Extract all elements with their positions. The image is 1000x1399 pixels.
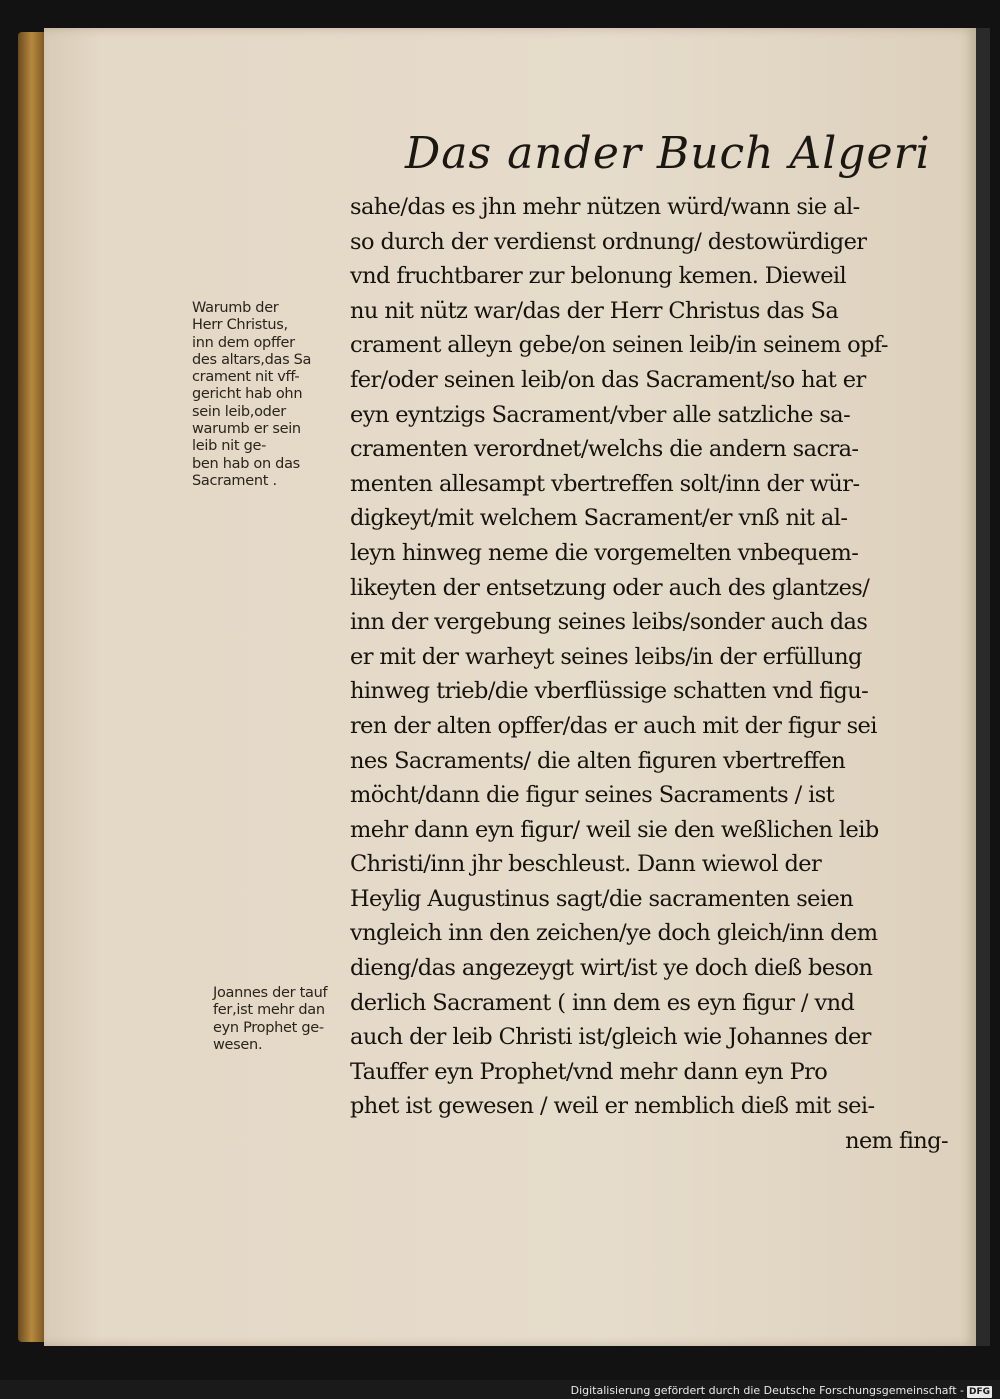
margin-note-line: Sacrament . bbox=[192, 472, 277, 489]
margin-note-line: crament nit vff- bbox=[192, 369, 300, 386]
text-line: sahe/das es jhn mehr nützen würd/wann sie al- bbox=[350, 194, 860, 220]
dfg-logo: DFG bbox=[968, 1387, 990, 1397]
margin-note-line: gericht hab ohn bbox=[192, 386, 303, 403]
margin-note-line: eyn Prophet ge- bbox=[213, 1019, 324, 1036]
text-line: fer/oder seinen leib/on das Sacrament/so hat er bbox=[350, 366, 866, 393]
text-line: nem fing- bbox=[845, 1128, 948, 1155]
text-line: so durch der verdienst ordnung/ destowürdiger bbox=[350, 228, 867, 255]
margin-note-line: des altars,das Sa bbox=[192, 351, 312, 368]
text-line: möcht/dann die figur seines Sacraments / ist bbox=[350, 782, 835, 809]
margin-note-line: warumb er sein bbox=[192, 421, 301, 438]
text-line: phet ist gewesen / weil er nemblich dieß mit sei- bbox=[350, 1093, 875, 1120]
text-line: Christi/inn jhr beschleust. Dann wiewol der bbox=[350, 851, 822, 878]
text-line: likeyten der entsetzung oder auch des glantzes/ bbox=[350, 574, 870, 601]
text-line: nes Sacraments/ die alten figuren vbertreffen bbox=[350, 747, 846, 774]
margin-note-line: Joannes der tauf bbox=[213, 985, 328, 1001]
text-line: derlich Sacrament ( inn dem es eyn figur / vnd bbox=[350, 989, 855, 1016]
text-line: inn der vergebung seines leibs/sonder auch das bbox=[350, 609, 868, 636]
margin-note-line: leib nit ge- bbox=[192, 438, 267, 455]
margin-note-line: wesen. bbox=[213, 1036, 263, 1053]
gutter-shadow bbox=[976, 28, 990, 1346]
text-line: leyn hinweg neme die vorgemelten vnbequem- bbox=[350, 539, 859, 566]
footer-credit bbox=[571, 1384, 992, 1398]
margin-note-line: inn dem opffer bbox=[192, 334, 295, 351]
text-line: cramenten verordnet/welchs die andern sacra- bbox=[350, 436, 859, 463]
text-line: hinweg trieb/die vberflüssige schatten vnd figu- bbox=[350, 678, 869, 705]
text-line: crament alleyn gebe/on seinen leib/in seinem opf- bbox=[350, 332, 888, 359]
text-line: menten allesampt vbertreffen solt/inn der wür- bbox=[350, 470, 860, 497]
text-line: digkeyt/mit welchem Sacrament/er vnß nit al- bbox=[350, 505, 848, 532]
text-line: Heylig Augustinus sagt/die sacramenten seien bbox=[350, 885, 854, 912]
margin-note-line: Warumb der bbox=[192, 300, 279, 316]
margin-note-sacrament bbox=[192, 300, 352, 490]
margin-note-line: Herr Christus, bbox=[192, 317, 288, 334]
text-line: auch der leib Christi ist/gleich wie Johannes der bbox=[350, 1024, 871, 1051]
text-line: ren der alten opffer/das er auch mit der figur sei bbox=[350, 712, 877, 739]
text-line: er mit der warheyt seines leibs/in der erfüllung bbox=[350, 643, 862, 670]
margin-note-line: ben hab on das bbox=[192, 455, 300, 472]
margin-note-johannes bbox=[213, 985, 373, 1054]
text-line: mehr dann eyn figur/ weil sie den weßlichen leib bbox=[350, 816, 879, 843]
footer-text: Digitalisierung gefördert durch die Deutsche Forschungsgemeinschaft - bbox=[570, 1384, 964, 1397]
text-line: eyn eyntzigs Sacrament/vber alle satzliche sa- bbox=[350, 401, 851, 428]
text-line: vnd fruchtbarer zur belonung kemen. Dieweil bbox=[350, 263, 847, 290]
running-title: Das ander Buch Algeri bbox=[405, 128, 931, 179]
margin-note-line: sein leib,oder bbox=[192, 403, 286, 420]
text-line: dieng/das angezeygt wirt/ist ye doch dieß beson bbox=[350, 955, 873, 982]
body-text bbox=[350, 190, 960, 1159]
text-line: Tauffer eyn Prophet/vnd mehr dann eyn Pro bbox=[350, 1058, 828, 1085]
text-line: vngleich inn den zeichen/ye doch gleich/inn dem bbox=[350, 920, 878, 947]
text-line: nu nit nütz war/das der Herr Christus das Sa bbox=[350, 297, 839, 324]
margin-note-line: fer,ist mehr dan bbox=[213, 1002, 325, 1019]
